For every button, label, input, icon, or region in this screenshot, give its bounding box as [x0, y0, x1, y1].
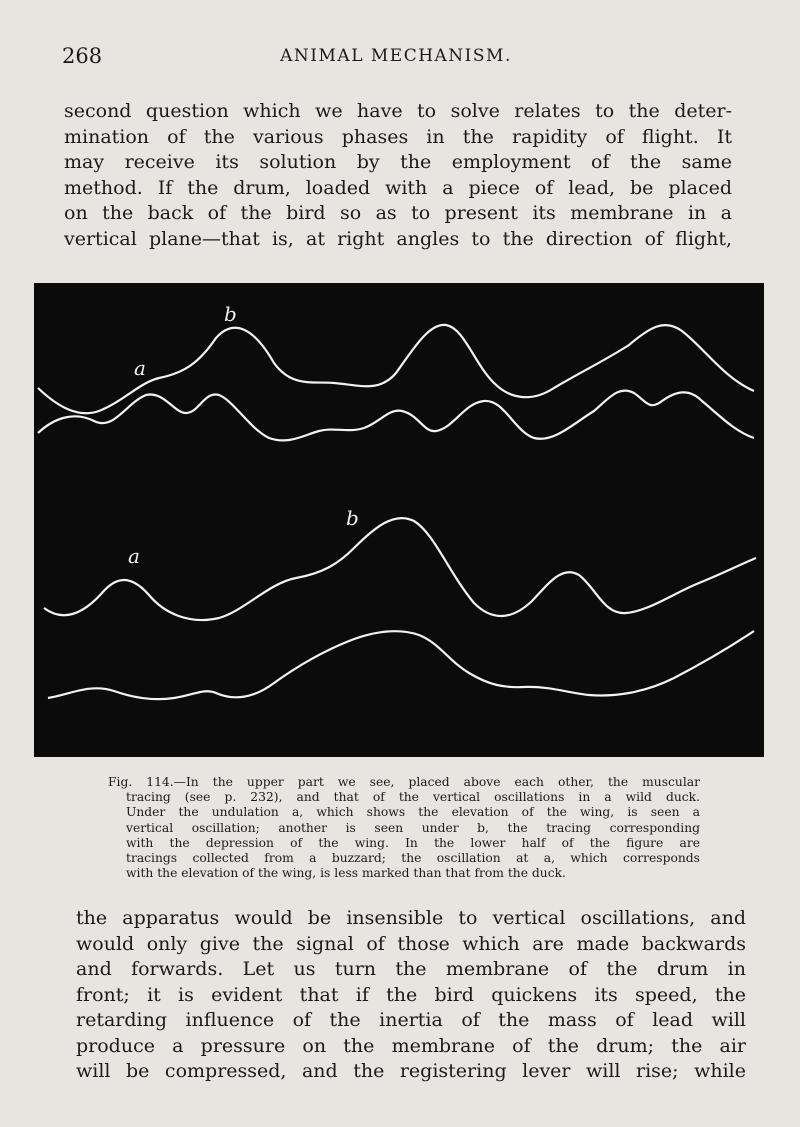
tracing-plot	[34, 283, 764, 757]
text-line: vertical plane—that is, at right angles to the direction of flight,	[64, 227, 732, 250]
paragraph-bottom	[76, 906, 746, 1085]
caption-line: Fig. 114.—In the upper part we see, placed above each other, the muscular	[108, 775, 700, 789]
caption-line: with the depression of the wing. In the lower half of the figure are	[126, 835, 700, 850]
running-title: ANIMAL MECHANISM.	[280, 46, 512, 66]
text-line: will be compressed, and the registering lever will rise; while	[76, 1060, 746, 1082]
text-line: on the back of the bird so as to present its membrane in a	[64, 202, 732, 224]
figure-caption	[108, 775, 700, 881]
buzzard-muscular-trace	[48, 631, 754, 699]
label-lower-a: a	[128, 544, 140, 568]
text-line: method. If the drum, loaded with a piece of lead, be placed	[64, 176, 732, 199]
paragraph-top	[64, 99, 732, 252]
page-number: 268	[62, 44, 103, 68]
text-line: the apparatus would be insensible to vertical oscillations, and	[76, 907, 746, 929]
label-upper-b: b	[224, 302, 237, 326]
label-upper-a: a	[134, 356, 146, 380]
text-line: front; it is evident that if the bird quickens its speed, the	[76, 983, 746, 1006]
text-line: second question which we have to solve relates to the deter-	[64, 100, 732, 122]
text-line: retarding influence of the inertia of the mass of lead will	[76, 1009, 746, 1031]
text-line: and forwards. Let us turn the membrane of the drum in	[76, 958, 746, 980]
caption-line: Under the undulation a, which shows the elevation of the wing, is seen a	[126, 805, 700, 820]
duck-muscular-trace	[38, 391, 754, 441]
text-line: produce a pressure on the membrane of the drum; the air	[76, 1034, 746, 1057]
buzzard-vertical-oscillation-trace	[44, 518, 756, 620]
caption-line: tracings collected from a buzzard; the oscillation at a, which corresponds	[126, 851, 700, 866]
running-head	[62, 44, 730, 70]
label-lower-b: b	[346, 506, 359, 530]
figure-114-tracings	[34, 283, 764, 757]
caption-line: vertical oscillation; another is seen under b, the tracing corresponding	[126, 820, 700, 835]
text-line: mination of the various phases in the rapidity of flight. It	[64, 125, 732, 148]
caption-line: tracing (see p. 232), and that of the vertical oscillations in a wild duck.	[126, 790, 700, 805]
text-line: may receive its solution by the employment of the same	[64, 151, 732, 173]
text-line: would only give the signal of those which are made backwards	[76, 932, 746, 955]
caption-line: with the elevation of the wing, is less marked than that from the duck.	[126, 866, 566, 881]
